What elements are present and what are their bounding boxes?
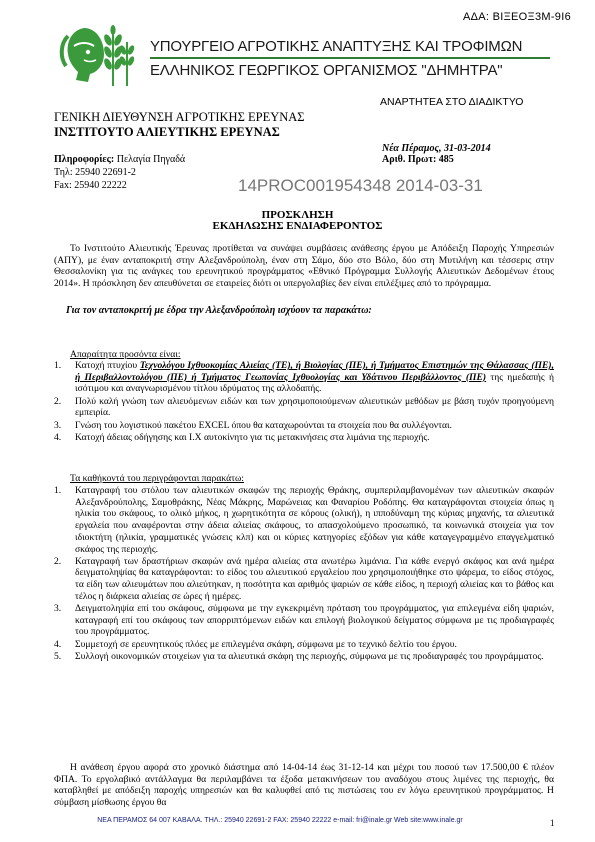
item-text-pre: Κατοχή πτυχίου [75, 360, 140, 371]
intro-paragraph: Το Ινστιτούτο Αλιευτικής Έρευνας προτίθεται να συνάψει συμβάσεις ανάθεσης έργου με Απόδειξη Παροχής Υπηρεσιών (ΑΠΥ), με έναν ανταποκριτή στην Αλεξανδρούπολη, έναν στη Σάμο, δύο στο Βόλο, δύο στη Μυτιλήνη και τέσσερις στην Θεσσαλονίκη για τις ανάγκες του ερευνητικού προγράμματος «Εθνικό Πρόγραμμα Συλλογής Αλιευτικών Δεδομένων έτους 2014». Η πρόσκληση δεν απευθύνεται σε εταιρείες διότι οι υπεργολαβίες δεν είναι επιλέξιμες από το πρόγραμμα. [54, 243, 554, 289]
item-number: 3. [54, 603, 62, 615]
info-value: Πελαγία Πηγαδά [116, 154, 186, 165]
item-text: Συμμετοχή σε ερευνητικούς πλόες με επιλεγμένα σκάφη, σύμφωνα με το τεχνικό δελτίο του έργου. [75, 638, 457, 650]
item-text: Συλλογή οικονομικών στοιχείων για τα αλιευτικά σκάφη της περιοχής, σύμφωνα με τις προδιαγραφές του προγράμματος. [75, 650, 544, 662]
item-number: 2. [54, 555, 62, 567]
list-item [54, 396, 554, 419]
contact-fax: Fax: 25940 22222 [54, 180, 127, 191]
list-item [54, 556, 554, 603]
list-item [54, 639, 554, 651]
item-number: 4. [54, 431, 62, 443]
contact-info [54, 154, 185, 165]
document-title: ΠΡΟΣΚΛΗΣΗ [261, 209, 334, 221]
duties-subheading: Τα καθήκοντά του περιγράφονται παρακάτω: [70, 473, 244, 484]
ministry-title: ΥΠΟΥΡΓΕΙΟ ΑΓΡΟΤΙΚΗΣ ΑΝΑΠΤΥΞΗΣ ΚΑΙ ΤΡΟΦΙΜΩΝ [150, 38, 523, 55]
list-item [54, 360, 554, 395]
closing-paragraph: Η ανάθεση έργου αφορά στο χρονικό διάστημα από 14-04-14 έως 31-12-14 και μέχρι του ποσού των 17.500,00 € πλέον ΦΠΑ. Το εργολαβικό αντάλλαγμα θα περιλαμβάνει τα έξοδα μετακινήσεων του αναδόχου στους λιμένες της περιοχής, θα καταβληθεί με απόδειξη παροχής υπηρεσιών και θα καλυφθεί από τις πιστώσεις του εν λόγω ερευνητικού προγράμματος. Η σύμβαση μίσθωσης έργου θα [54, 762, 554, 808]
item-text: Καταγραφή των δραστήριων σκαφών ανά ημέρα αλιείας στα ανωτέρω λιμάνια. Για κάθε ενεργό σκάφος και ανά ημέρα δειγματοληψίας θα καταγράφονται: το είδος του αλιευτικού εργαλείου που χρησιμοποιήθηκε στο ψάρεμα, το είδος στόχος, τα είδη των αλιευμάτων που αλιεύτηκαν, η ποσότητα και αριθμός ψαριών σε κάθε είδος, η περιοχή αλιείας και το βάθος και τέλος η διάρκεια αλιείας σε ώρες ή ημέρες. [75, 555, 554, 602]
ada-code: ΑΔΑ: ΒΙΞΕΟΞ3Μ-9Ι6 [462, 11, 571, 23]
directorate-title: ΓΕΝΙΚΗ ΔΙΕΥΘΥΝΣΗ ΑΓΡΟΤΙΚΗΣ ΕΡΕΥΝΑΣ [54, 110, 305, 124]
protocol-label: Αριθ. Πρωτ: [382, 154, 437, 165]
duties-list [54, 485, 554, 663]
list-item [54, 485, 554, 555]
list-item [54, 603, 554, 638]
item-number: 5. [54, 650, 62, 662]
protocol-value: 485 [438, 154, 454, 165]
list-item [54, 432, 554, 444]
page-number: 1 [550, 818, 555, 828]
item-number: 1. [54, 360, 62, 371]
document-date: Νέα Πέραμος, 31-03-2014 [382, 143, 491, 154]
list-item [54, 651, 554, 663]
list-item [54, 420, 554, 432]
institute-title: ΙΝΣΤΙΤΟΥΤΟ ΑΛΙΕΥΤΙΚΗΣ ΕΡΕΥΝΑΣ [54, 125, 280, 139]
header-rule [150, 57, 550, 59]
info-label: Πληροφορίες: [54, 154, 115, 165]
contact-tel: Τηλ: 25940 22691-2 [54, 167, 136, 178]
item-text-post: της ημεδαπής ή ισότιμου και αναγνωρισμένου τίτλου ιδρύματος της αλλοδαπής. [75, 371, 554, 395]
organisation-title: ΕΛΛΗΝΙΚΟΣ ΓΕΩΡΓΙΚΟΣ ΟΡΓΑΝΙΣΜΟΣ "ΔΗΜΗΤΡΑ" [150, 62, 503, 79]
item-number: 1. [54, 485, 62, 496]
item-text: Κατοχή άδειας οδήγησης και Ι.Χ αυτοκίνητο για τις μετακινήσεις στα λιμάνια της περιοχής. [75, 431, 430, 443]
item-number: 2. [54, 395, 62, 407]
requirements-list [54, 360, 554, 444]
demeter-head-wheat-logo [54, 22, 144, 94]
posting-note: ΑΝΑΡΤΗΤΕΑ ΣΤΟ ΔΙΑΔΙΚΤΥΟ [380, 96, 524, 108]
degree-requirement: Τεχνολόγου Ιχθυοκομίας Αλιείας (ΤΕ), ή Βιολογίας (ΠΕ), ή Τμήματος Επιστημών της Θάλασσας (ΠΕ), ή Περιβαλλοντολόγου (ΠΕ) ή Τμήματος Γεωπονίας Ιχθυολογίας και Υδάτινου Περιβάλλοντος (ΠΕ) [75, 360, 554, 383]
item-text: Πολύ καλή γνώση των αλιευόμενων ειδών και των χρησιμοποιούμενων αλιευτικών μεθόδων με βάση τυχόν προηγούμενη εμπειρία. [75, 395, 554, 419]
item-text: Καταγραφή του στόλου των αλιευτικών σκαφών της περιοχής Θράκης, συμπεριλαμβανομένων των αλιευτικών σκαφών Αλεξανδρούπολης, Σαμοθράκης, Νέας Μάκρης, Μαρώνειας και Φαναρίου Ροδόπης. Θα καταγράφονται στοιχεία όπως η ηλικία του σκάφους, το ολικό μήκος, η χωρητικότητα σε κόρους (ολική), η ιπποδύναμη της κύριας μηχανής, τα αλιευτικά εργαλεία που αναφέρονται στην άδεια αλιείας σκάφους, το απασχολούμενο προσωπικό, τα κοινωνικά στοιχεία για τον ιδιοκτήτη (ηλικία, γραμματικές γνώσεις κλπ) και οι κύριες κατηγορίες εξόδων για κάθε καταγεγραμμένο επαγγελματικό σκάφος της περιοχής. [75, 485, 554, 555]
item-number: 4. [54, 638, 62, 650]
document-subtitle: ΕΚΔΗΛΩΣΗΣ ΕΝΔΙΑΦΕΡΟΝΤΟΣ [212, 220, 383, 232]
diavgeia-stamp: 14PROC001954348 2014-03-31 [238, 176, 483, 195]
item-number: 3. [54, 419, 62, 431]
requirements-subheading: Απαραίτητα προσόντα είναι: [70, 349, 181, 360]
item-text: Δειγματοληψία επί του σκάφους, σύμφωνα με την εγκεκριμένη πρόταση του προγράμματος, για επιλεγμένα είδη ψαριών, καταγραφή επί του σκάφους των απορριπτόμενων ειδών και επιλογή βιολογικού δείγματος σύμφωνα με τις προδιαγραφές του προγράμματος. [75, 603, 554, 638]
protocol-number [382, 154, 454, 165]
item-text: Γνώση του λογιστικού πακέτου EXCEL όπου θα καταχωρούνται τα στοιχεία που θα συλλέγονται. [75, 419, 452, 431]
footer-contact: ΝΕΑ ΠΕΡΑΜΟΣ 64 007 ΚΑΒΑΛΑ. ΤΗΛ.: 25940 22691-2 FAX: 25940 22222 e-mail: fri@inale.gr Web site:www.inale.gr [97, 817, 463, 824]
requirements-heading: Για τον ανταποκριτή με έδρα την Αλεξανδρούπολη ισχύουν τα παρακάτω: [66, 305, 372, 316]
